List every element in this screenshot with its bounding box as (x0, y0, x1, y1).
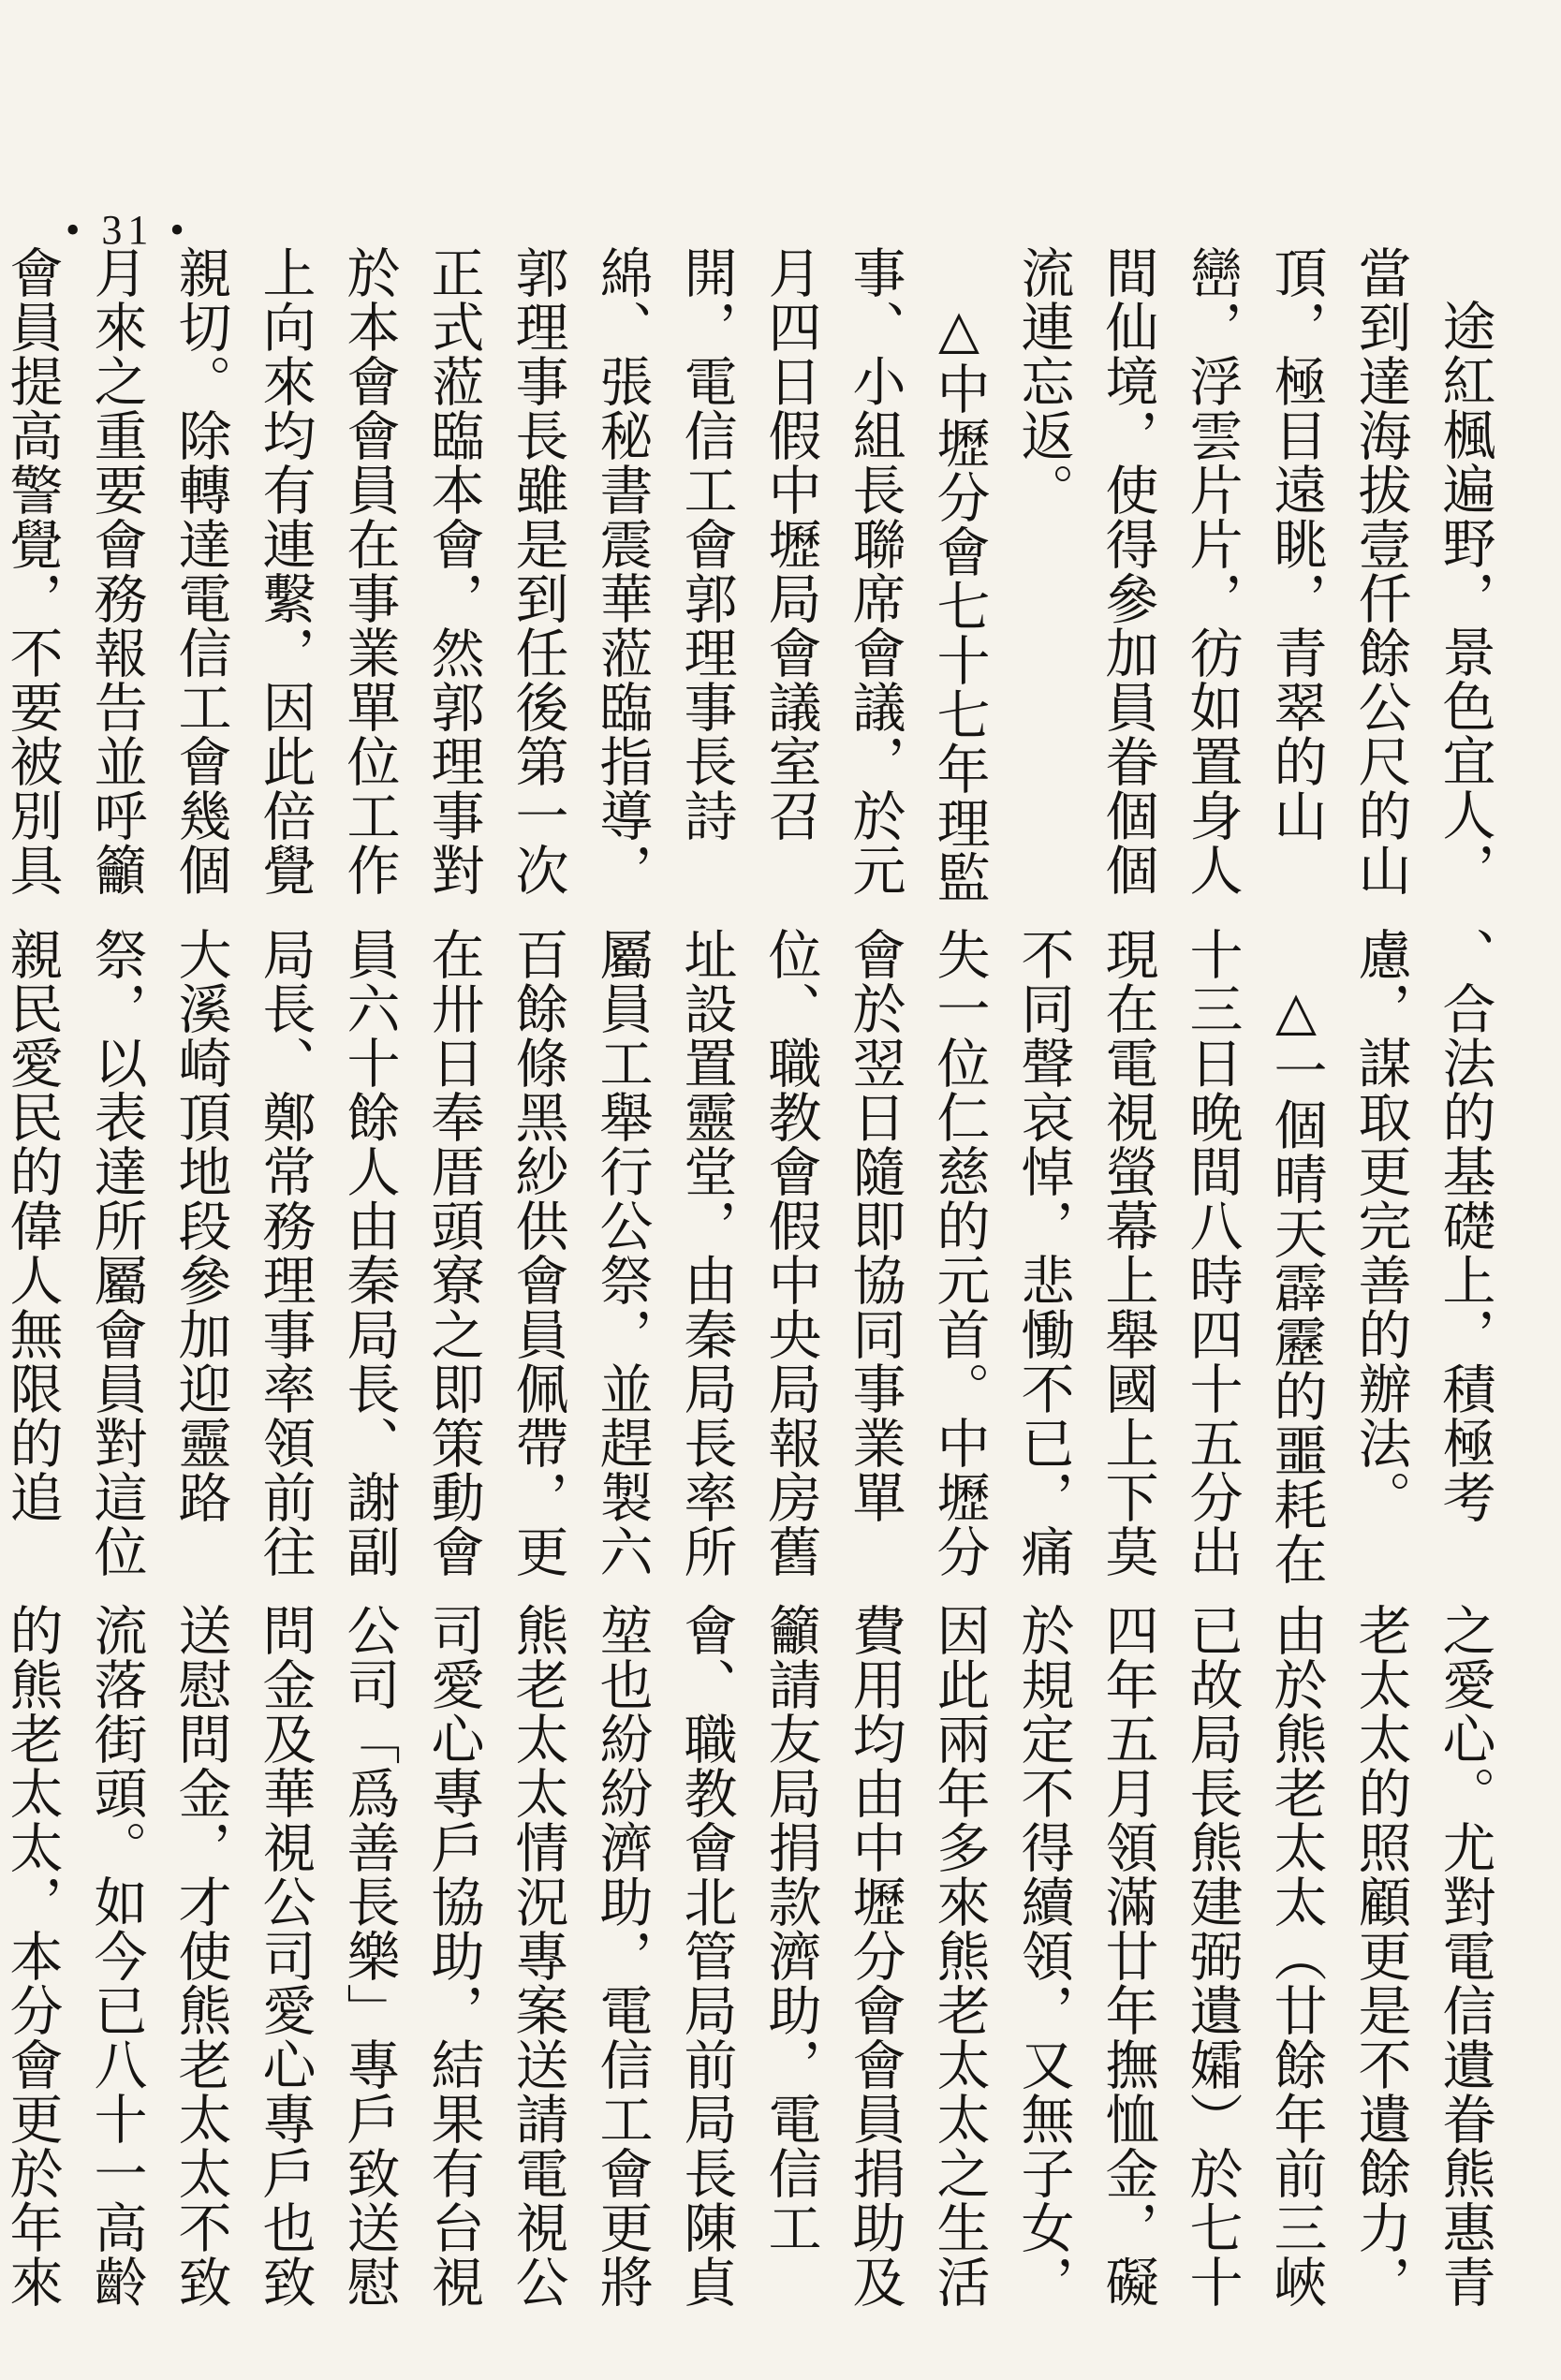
column-tier-middle (1, 927, 1507, 1592)
page-number: • 31 • (66, 207, 190, 253)
paragraph: 、合法的基礎上，積極考慮，謀取更完善的辦法。 (1349, 927, 1495, 1524)
paragraph: △一個晴天霹靂的噩耗在十三日晚間八時四十五分出現在電視螢幕上舉國上下莫不同聲哀悼，悲慟不已，痛失一位仁慈的元首。中壢分會於翌日隨即協同事業單位、職教會假中央局報房舊址設置靈堂，由秦局長率所屬員工舉行公祭，並趕製六百餘條黑紗供會員佩帶，更在卅日奉厝頭寮之即策動會員六十餘人由秦局長、謝副局長、鄭常務理事率領前往大溪崎頂地段參加迎靈路祭，以表達所屬會員對這位親民愛民的偉人無限的追 (1, 927, 1327, 1586)
paragraph: 之愛心。尤對電信遺眷熊惠青老太太的照顧更是不遺餘力，由於熊老太太（廿餘年前三峽已故局長熊建弼遺孀）於七十四年五月領滿廿年撫恤金，礙於規定不得續領，又無子女，因此兩年多來熊老太太之生活費用均由中壢分會會員捐助及籲請友局捐款濟助，電信工會、職教會北管局前局長陳貞堃也紛紛濟助，電信工會更將熊老太太情況專案送請電視公司愛心專戶協助，結果有台視公司「爲善長樂」專戶致送慰問金及華視公司愛心專戶也致送慰問金，才使熊老太太不致流落街頭。如今已八十一高齡的熊老太太，本分會更於年來 (1, 1603, 1495, 2309)
column-tier-bottom (1, 1603, 1507, 2343)
column-tier-top (1, 245, 1507, 910)
paragraph: △中壢分會七十七年理監事、小組長聯席會議，於元月四日假中壢局會議室召開，電信工會郭理事長詩綿、張秘書震華蒞臨指導，郭理事長雖是到任後第一次正式蒞臨本會，然郭理事對於本會會員在事業單位工作上向來均有連繫，因此倍覺親切。除轉達電信工會幾個月來之重要會務報告並呼籲會員提高警覺，不要被別具 (1, 245, 990, 904)
paragraph: 途紅楓遍野，景色宜人，當到達海拔壹仟餘公尺的山頂，極目遠眺，青翠的山巒，浮雲片片，彷如置身人間仙境，使得參加員眷個個流連忘返。 (1012, 245, 1495, 897)
